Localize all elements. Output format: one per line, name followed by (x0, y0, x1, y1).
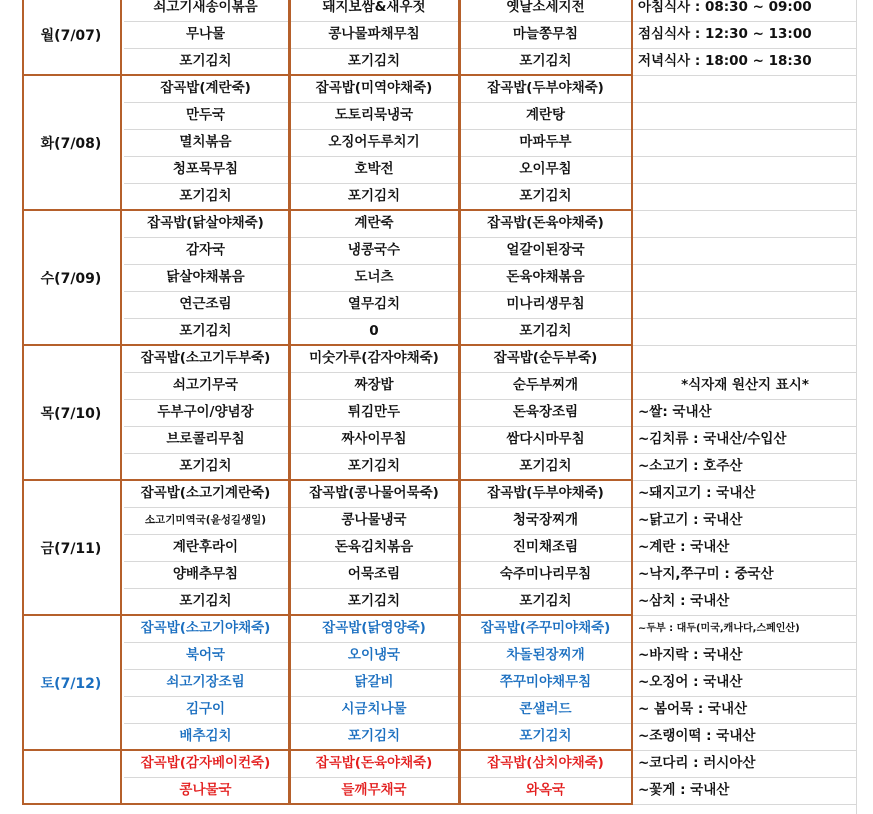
menu-cell: 멸치볶음 (179, 134, 232, 150)
origin-item: ~바지락 : 국내산 (638, 647, 743, 663)
menu-cell: 잡곡밥(두부야채죽) (487, 80, 604, 96)
menu-cell: 포기김치 (519, 728, 572, 744)
menu-cell: 오이냉국 (347, 647, 401, 663)
menu-cell: 진미채조림 (512, 539, 579, 555)
meal-time-row (0, 0, 873, 21)
block-border (289, 74, 460, 211)
meal-time-row (0, 48, 873, 75)
menu-cell: 쇠고기장조림 (166, 674, 245, 690)
menu-cell: 미나리생무침 (506, 296, 585, 312)
menu-cell: 쭈꾸미야채무침 (499, 674, 592, 690)
meal-time-breakfast: 아침식사 : 08:30 ~ 09:00 (638, 0, 812, 15)
menu-cell: 잡곡밥(삼치야채죽) (487, 755, 604, 771)
menu-cell: 잡곡밥(소고기야채죽) (140, 620, 271, 636)
day-label: 화(7/08) (40, 135, 102, 152)
menu-cell: 잡곡밥(두부야채죽) (487, 485, 604, 501)
menu-cell: 미숫가루(감자야채죽) (309, 350, 439, 366)
day-label: 수(7/09) (40, 270, 102, 287)
menu-cell: 포기김치 (179, 53, 232, 69)
menu-cell: 돈육김치볶음 (334, 539, 414, 555)
origin-item-row (0, 453, 873, 480)
menu-cell: 잡곡밥(소고기계란죽) (140, 485, 271, 501)
menu-cell: 얼갈이된장국 (506, 242, 585, 258)
meal-time-lunch: 점심식사 : 12:30 ~ 13:00 (638, 26, 812, 42)
origin-item-row (0, 723, 873, 750)
origin-item: ~돼지고기 : 국내산 (638, 485, 756, 501)
meal-time-dinner: 저녁식사 : 18:00 ~ 18:30 (638, 53, 812, 69)
menu-cell: 순두부찌개 (512, 377, 579, 393)
origin-item-row (0, 588, 873, 615)
menu-cell: 콩나물국 (179, 782, 232, 798)
block-border (22, 74, 122, 211)
origin-item-row (0, 669, 873, 696)
menu-cell: 포기김치 (179, 323, 232, 339)
menu-cell: 열무김치 (347, 296, 401, 312)
menu-cell: 포기김치 (179, 458, 232, 474)
menu-cell: 숙주미나리무침 (499, 566, 592, 582)
origin-item-row (0, 534, 873, 561)
menu-cell: 어묵조림 (347, 566, 401, 582)
menu-cell: 오징어두루치기 (328, 134, 420, 150)
menu-cell: 포기김치 (347, 728, 401, 744)
menu-cell: 만두국 (185, 107, 226, 123)
menu-cell: 쌈다시마무침 (506, 431, 585, 447)
origin-item: ~꽃게 : 국내산 (638, 782, 730, 798)
origin-item: ~낙지,쭈구미 : 중국산 (638, 566, 774, 582)
menu-cell: 연근조림 (179, 296, 232, 312)
menu-cell: 호박전 (354, 161, 394, 177)
menu-cell: 마파두부 (519, 134, 572, 150)
origin-item: ~김치류 : 국내산/수입산 (638, 431, 787, 447)
menu-cell: 포기김치 (179, 593, 232, 609)
origin-item-row (0, 615, 873, 642)
menu-cell: 쇠고기무국 (172, 377, 239, 393)
menu-cell: 포기김치 (347, 593, 401, 609)
origin-item-row (0, 777, 873, 804)
menu-cell: 포기김치 (347, 188, 401, 204)
origin-item: ~ 봄어묵 : 국내산 (638, 701, 748, 717)
menu-cell: 짜사이무침 (341, 431, 407, 447)
block-border (22, 209, 122, 346)
menu-cell: 튀김만두 (347, 404, 401, 420)
menu-cell: 잡곡밥(순두부죽) (493, 350, 598, 366)
menu-cell: 잡곡밥(미역야채죽) (315, 80, 433, 96)
menu-cell: 두부구이/양념장 (157, 404, 254, 420)
day-label: 목(7/10) (40, 405, 102, 422)
menu-cell: 돈육장조림 (512, 404, 579, 420)
origin-item: ~코다리 : 러시아산 (638, 755, 756, 771)
menu-cell: 잡곡밥(돈육야채죽) (487, 215, 604, 231)
menu-cell: 배추김치 (179, 728, 232, 744)
menu-cell: 돼지보쌈&새우젓 (322, 0, 426, 15)
menu-cell: 포기김치 (179, 188, 232, 204)
menu-cell: 계란탕 (525, 107, 566, 123)
origin-item-row (0, 696, 873, 723)
menu-cell: 오이무침 (519, 161, 572, 177)
menu-cell: 들깨무채국 (341, 782, 407, 798)
menu-cell: 잡곡밥(계란죽) (160, 80, 251, 96)
menu-cell: 마늘쫑무침 (512, 26, 579, 42)
origin-title-row (0, 372, 873, 399)
origin-item: ~조랭이떡 : 국내산 (638, 728, 756, 744)
day-label: 금(7/11) (40, 540, 102, 557)
block-border (459, 209, 633, 346)
menu-cell: 잡곡밥(콩나물어묵죽) (309, 485, 439, 501)
menu-cell: 차돌된장찌개 (506, 647, 585, 663)
menu-cell: 잡곡밥(주꾸미야채죽) (480, 620, 611, 636)
menu-cell: 계란죽 (354, 215, 394, 231)
menu-cell: 짜장밥 (354, 377, 394, 393)
menu-cell: 포기김치 (519, 53, 572, 69)
menu-cell: 와옥국 (525, 782, 566, 798)
origin-title: *식자재 원산지 표시* (681, 377, 809, 393)
menu-cell: 잡곡밥(소고기두부죽) (140, 350, 271, 366)
menu-cell: 콘샐러드 (519, 701, 572, 717)
menu-cell: 잡곡밥(닭영양죽) (322, 620, 426, 636)
menu-cell: 포기김치 (519, 188, 572, 204)
menu-cell: 돈육야채볶음 (506, 269, 585, 285)
menu-cell: 청국장찌개 (512, 512, 579, 528)
origin-item-row (0, 750, 873, 777)
origin-item-row (0, 561, 873, 588)
menu-cell: 냉콩국수 (347, 242, 401, 258)
day-label: 토(7/12) (40, 675, 102, 692)
menu-cell: 도토리묵냉국 (334, 107, 414, 123)
origin-item: ~계란 : 국내산 (638, 539, 730, 555)
meal-time-row (0, 21, 873, 48)
origin-item-row (0, 480, 873, 507)
menu-cell: 포기김치 (519, 593, 572, 609)
menu-cell: 포기김치 (347, 458, 401, 474)
origin-item-row (0, 426, 873, 453)
origin-item: ~닭고기 : 국내산 (638, 512, 743, 528)
menu-cell: 무나물 (185, 26, 226, 42)
menu-cell: 김구이 (185, 701, 226, 717)
origin-item: ~소고기 : 호주산 (638, 458, 743, 474)
menu-cell: 잡곡밥(닭살야채죽) (147, 215, 264, 231)
menu-cell: 북어국 (185, 647, 226, 663)
menu-cell: 잡곡밥(돈육야채죽) (315, 755, 433, 771)
origin-item-row (0, 399, 873, 426)
menu-cell: 포기김치 (347, 53, 401, 69)
origin-item: ~두부 : 대두(미국,캐나다,스페인산) (638, 623, 800, 634)
menu-cell: 시금치나물 (341, 701, 407, 717)
menu-cell: 콩나물냉국 (341, 512, 407, 528)
menu-cell: 포기김치 (519, 323, 572, 339)
menu-cell: 도너츠 (354, 269, 394, 285)
block-border (120, 209, 290, 346)
block-border (459, 74, 633, 211)
menu-cell: 닭갈비 (354, 674, 394, 690)
menu-cell: 청포묵무침 (172, 161, 239, 177)
menu-cell: 닭살야채볶음 (166, 269, 245, 285)
menu-cell: 옛날소세지전 (506, 0, 585, 15)
origin-item-row (0, 507, 873, 534)
block-border (120, 74, 290, 211)
menu-cell: 양배추무침 (172, 566, 239, 582)
origin-item-row (0, 642, 873, 669)
menu-cell: 계란후라이 (172, 539, 239, 555)
grid-right-line (856, 0, 857, 814)
origin-item: ~쌀: 국내산 (638, 404, 712, 420)
menu-cell: 소고기미역국(윤성길생일) (144, 514, 267, 526)
menu-cell: 쇠고기새송이볶음 (153, 0, 258, 15)
menu-cell: 잡곡밥(감자베이컨죽) (140, 755, 271, 771)
menu-cell: 브로콜리무침 (166, 431, 245, 447)
menu-cell: 포기김치 (519, 458, 572, 474)
menu-cell: 감자국 (185, 242, 226, 258)
day-label: 월(7/07) (40, 27, 102, 44)
block-border (289, 209, 460, 346)
menu-cell: 0 (369, 323, 379, 339)
menu-cell: 콩나물파채무침 (328, 26, 420, 42)
origin-item: ~삼치 : 국내산 (638, 593, 730, 609)
origin-item: ~오징어 : 국내산 (638, 674, 743, 690)
